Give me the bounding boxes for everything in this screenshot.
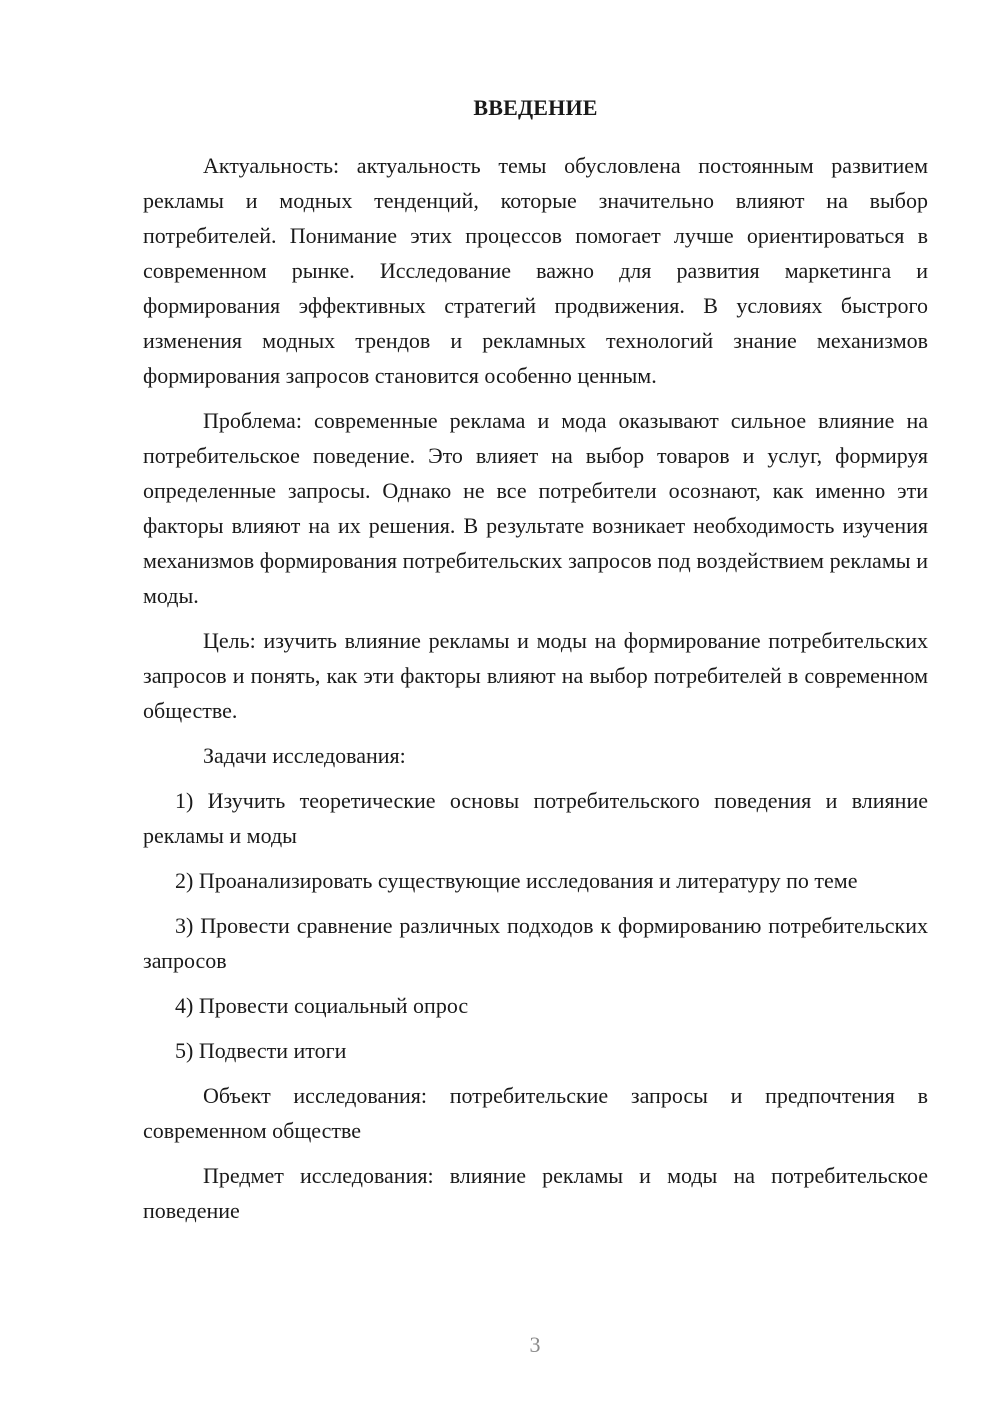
paragraph-problem: Проблема: современные реклама и мода оказывают сильное влияние на потребительское поведение. Это влияет на выбор товаров и услуг, формируя определенные запросы. Однако не все потребители осознают, как именно эти факторы влияют на их решения. В результате возникает необходимость изучения механизмов формирования потребительских запросов под воздействием рекламы и моды.: [143, 408, 928, 608]
task-item-3: 3) Провести сравнение различных подходов к формированию потребительских запросов: [143, 913, 928, 973]
paragraph-object: Объект исследования: потребительские запросы и предпочтения в современном обществе: [143, 1083, 928, 1143]
document-page: [143, 90, 928, 1228]
page-number: 3: [529, 1332, 541, 1357]
task-item-5: 5) Подвести итоги: [175, 1038, 347, 1063]
tasks-heading: Задачи исследования:: [203, 743, 406, 768]
task-item-1: 1) Изучить теоретические основы потребительского поведения и влияние рекламы и моды: [143, 788, 928, 848]
task-item-4: 4) Провести социальный опрос: [175, 993, 469, 1018]
task-item-2: 2) Проанализировать существующие исследования и литературу по теме: [175, 868, 858, 893]
page-title: ВВЕДЕНИЕ: [473, 95, 598, 120]
paragraph-subject: Предмет исследования: влияние рекламы и моды на потребительское поведение: [143, 1163, 928, 1223]
paragraph-relevance: Актуальность: актуальность темы обусловлена постоянным развитием рекламы и модных тенденций, которые значительно влияют на выбор потребителей. Понимание этих процессов помогает лучше ориентироваться в современном рынке. Исследование важно для развития маркетинга и формирования эффективных стратегий продвижения. В условиях быстрого изменения модных трендов и рекламных технологий знание механизмов формирования запросов становится особенно ценным.: [143, 153, 928, 388]
paragraph-goal: Цель: изучить влияние рекламы и моды на формирование потребительских запросов и понять, как эти факторы влияют на выбор потребителей в современном обществе.: [143, 628, 928, 723]
